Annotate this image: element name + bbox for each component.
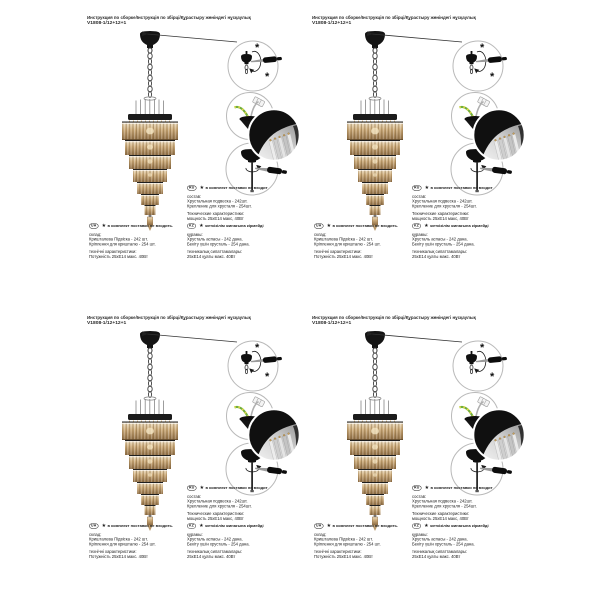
model-number: V1808-1/12+12+1 (312, 320, 352, 326)
ua-language-badge: UA (316, 524, 322, 528)
ru-language-badge: RU (189, 186, 195, 190)
ua-info-block (314, 223, 422, 295)
specs-value: Потужність 25хЕ14 макс. 40Вт (314, 553, 373, 559)
composition-item: Крепление для хрусталя - 254шт. (412, 203, 477, 209)
composition-label: состав: (412, 493, 427, 499)
callout-arrow (362, 29, 464, 45)
model-number: V1808-1/12+12+1 (312, 20, 352, 26)
canopy-mounting-diagram (227, 39, 293, 93)
not-included-note: жеткізілім жинағына кірмейді (205, 223, 264, 228)
composition-item: Кріплення для кришталю - 254 шт. (314, 241, 381, 247)
specs-value: Потужність 25хЕ14 макс. 40Вт (89, 253, 148, 259)
composition-item: Кришталева Підвіска - 242 шт. (89, 236, 148, 242)
star-icon: ★ (199, 223, 204, 229)
hanging-chain (373, 353, 377, 397)
asterisk-mark: * (265, 71, 270, 83)
composition-item: Хрусталь аспасы - 242 дана. (187, 236, 243, 242)
crystal-hook-photo (247, 408, 301, 462)
ua-info-block (314, 523, 422, 595)
model-number: V1808-1/12+12+1 (87, 20, 127, 26)
composition-item: Хрусталь аспасы - 242 дана. (412, 536, 468, 542)
star-icon: ★ (424, 223, 429, 229)
not-included-note: жеткізілім жинағына кірмейді (205, 523, 264, 528)
specs-value: мощность 25хЕ14 макс, 40Вт (412, 515, 469, 521)
crystal-hook-photo (472, 108, 526, 162)
canopy-stud (471, 351, 473, 354)
ua-language-badge: UA (316, 224, 322, 228)
instruction-sheet (85, 14, 300, 304)
not-included-note: в комплект поставки не входить. (107, 523, 174, 528)
composition-item: Бекіту үшін хрусталь - 254 дана. (187, 541, 250, 547)
kz-info-block (187, 223, 295, 295)
hanging-chain (373, 53, 377, 97)
composition-label: құрамы: (187, 531, 203, 537)
chandelier-illustration (344, 330, 406, 536)
not-included-note: в комплект поставки не входить. (332, 523, 399, 528)
kz-language-badge: KZ (189, 224, 195, 228)
star-icon: ★ (101, 523, 107, 529)
assembly-instruction-title: Инструкция по сборке/Інструкція по збірці/Құрастыру жөніндегі нұсқаулық (312, 15, 476, 20)
ru-language-badge: RU (189, 486, 195, 490)
specs-label: Технические характеристики: (412, 511, 470, 517)
chandelier-crown (353, 397, 397, 421)
kz-info-block (412, 523, 520, 595)
not-included-note: в комплект поставки не входит (430, 485, 493, 490)
composition-item: Бекіту үшін хрусталь - 254 дана. (412, 541, 475, 547)
composition-item: Крепление для хрусталя - 254шт. (187, 503, 252, 509)
sheet-title (87, 15, 302, 26)
composition-item: Кріплення для кришталю - 254 шт. (89, 241, 156, 247)
specs-label: техникалық сипаттамалары: (187, 549, 243, 555)
ua-info-block (89, 523, 197, 595)
composition-label: склад: (89, 531, 102, 537)
composition-label: құрамы: (412, 231, 428, 237)
canopy-stud (471, 51, 473, 54)
crystal-hook-photo (472, 408, 526, 462)
composition-item: Хрусталь аспасы - 242 дана. (187, 536, 243, 542)
composition-item: Хрустальная подвеска - 242шт. (412, 198, 473, 204)
specs-value: мощность 25хЕ14 макс, 40Вт (412, 215, 469, 221)
composition-item: Бекіту үшін хрусталь - 254 дана. (412, 241, 475, 247)
instruction-sheet (85, 314, 300, 600)
star-icon: ★ (424, 185, 430, 191)
chandelier-illustration (119, 30, 181, 236)
not-included-note: в комплект поставки не входить. (107, 223, 174, 228)
instruction-sheet (310, 14, 525, 304)
chandelier-illustration (344, 30, 406, 236)
specs-label: технічні характеристики: (314, 249, 362, 255)
assembly-instruction-title: Инструкция по сборке/Інструкція по збірці/Құрастыру жөніндегі нұсқаулық (312, 315, 476, 320)
asterisk-mark: * (255, 342, 260, 354)
composition-item: Хрустальная подвеска - 242шт. (187, 198, 248, 204)
specs-label: техникалық сипаттамалары: (412, 249, 468, 255)
kz-info-block (187, 523, 295, 595)
asterisk-mark: * (480, 42, 485, 54)
not-included-note: жеткізілім жинағына кірмейді (430, 523, 489, 528)
specs-label: технічні характеристики: (89, 549, 137, 555)
composition-label: состав: (412, 193, 427, 199)
specs-value: 25хЕ14 қуаты макс. 40Вт (412, 553, 461, 559)
star-icon: ★ (101, 223, 107, 229)
composition-label: состав: (187, 193, 202, 199)
composition-label: состав: (187, 493, 202, 499)
composition-label: склад: (314, 531, 327, 537)
canopy-mounting-diagram (452, 339, 518, 393)
specs-value: 25хЕ14 қуаты макс. 40Вт (187, 553, 236, 559)
asterisk-mark: * (480, 342, 485, 354)
crystal-tiers (122, 422, 178, 516)
assembly-instruction-title: Инструкция по сборке/Інструкція по збірці/Құрастыру жөніндегі нұсқаулық (87, 15, 251, 20)
canopy-stud (246, 351, 248, 354)
specs-label: Технические характеристики: (187, 211, 245, 217)
kz-language-badge: KZ (189, 524, 195, 528)
hanging-chain (148, 53, 152, 97)
canopy-mounting-diagram (227, 339, 293, 393)
specs-value: Потужність 25хЕ14 макс. 40Вт (314, 253, 373, 259)
kz-info-block (412, 223, 520, 295)
specs-value: мощность 25хЕ14 макс, 40Вт (187, 515, 244, 521)
star-icon: ★ (424, 485, 430, 491)
composition-item: Хрусталь аспасы - 242 дана. (412, 236, 468, 242)
specs-label: техникалық сипаттамалары: (412, 549, 468, 555)
canopy-stud (246, 51, 248, 54)
not-included-note: в комплект поставки не входит (205, 485, 268, 490)
chandelier-crown (128, 97, 172, 121)
composition-item: Хрустальная подвеска - 242шт. (187, 498, 248, 504)
instruction-sheet (310, 314, 525, 600)
composition-item: Хрустальная подвеска - 242шт. (412, 498, 473, 504)
not-included-note: в комплект поставки не входит (205, 185, 268, 190)
crystal-tiers (347, 122, 403, 216)
ua-language-badge: UA (91, 524, 97, 528)
canopy-mounting-diagram (452, 39, 518, 93)
chandelier-illustration (119, 330, 181, 536)
chandelier-crown (353, 97, 397, 121)
ru-language-badge: RU (414, 186, 420, 190)
callout-arrow (362, 329, 464, 345)
specs-value: мощность 25хЕ14 макс, 40Вт (187, 215, 244, 221)
hanging-chain (148, 353, 152, 397)
sheet-title (312, 315, 527, 326)
chandelier-crown (128, 397, 172, 421)
asterisk-mark: * (490, 371, 495, 383)
not-included-note: в комплект поставки не входить. (332, 223, 399, 228)
sheet-title (87, 315, 302, 326)
asterisk-mark: * (255, 42, 260, 54)
specs-value: 25хЕ14 қуаты макс. 40Вт (187, 253, 236, 259)
model-number: V1808-1/12+12+1 (87, 320, 127, 326)
star-icon: ★ (199, 185, 205, 191)
specs-label: технічні характеристики: (314, 549, 362, 555)
star-icon: ★ (199, 485, 205, 491)
specs-label: технічні характеристики: (89, 249, 137, 255)
star-icon: ★ (326, 223, 332, 229)
ru-language-badge: RU (414, 486, 420, 490)
composition-item: Кришталева Підвіска - 242 шт. (314, 236, 373, 242)
specs-value: Потужність 25хЕ14 макс. 40Вт (89, 553, 148, 559)
specs-label: Технические характеристики: (412, 211, 470, 217)
composition-item: Бекіту үшін хрусталь - 254 дана. (187, 241, 250, 247)
callout-arrow (137, 29, 239, 45)
kz-language-badge: KZ (414, 524, 420, 528)
asterisk-mark: * (490, 71, 495, 83)
star-icon: ★ (326, 523, 332, 529)
ua-language-badge: UA (91, 224, 97, 228)
assembly-instruction-title: Инструкция по сборке/Інструкція по збірці/Құрастыру жөніндегі нұсқаулық (87, 315, 251, 320)
specs-label: техникалық сипаттамалары: (187, 249, 243, 255)
composition-item: Кришталева Підвіска - 242 шт. (314, 536, 373, 542)
composition-item: Кріплення для кришталю - 254 шт. (89, 541, 156, 547)
composition-label: склад: (314, 231, 327, 237)
composition-item: Кришталева Підвіска - 242 шт. (89, 536, 148, 542)
crystal-hook-photo (247, 108, 301, 162)
not-included-note: в комплект поставки не входит (430, 185, 493, 190)
composition-item: Крепление для хрусталя - 254шт. (412, 503, 477, 509)
star-icon: ★ (424, 523, 429, 529)
crystal-tiers (347, 422, 403, 516)
specs-value: 25хЕ14 қуаты макс. 40Вт (412, 253, 461, 259)
specs-label: Технические характеристики: (187, 511, 245, 517)
not-included-note: жеткізілім жинағына кірмейді (430, 223, 489, 228)
composition-label: склад: (89, 231, 102, 237)
composition-label: құрамы: (412, 531, 428, 537)
kz-language-badge: KZ (414, 224, 420, 228)
composition-label: құрамы: (187, 231, 203, 237)
composition-item: Кріплення для кришталю - 254 шт. (314, 541, 381, 547)
callout-arrow (137, 329, 239, 345)
asterisk-mark: * (265, 371, 270, 383)
star-icon: ★ (199, 523, 204, 529)
sheet-title (312, 15, 527, 26)
ua-info-block (89, 223, 197, 295)
composition-item: Крепление для хрусталя - 254шт. (187, 203, 252, 209)
crystal-tiers (122, 122, 178, 216)
